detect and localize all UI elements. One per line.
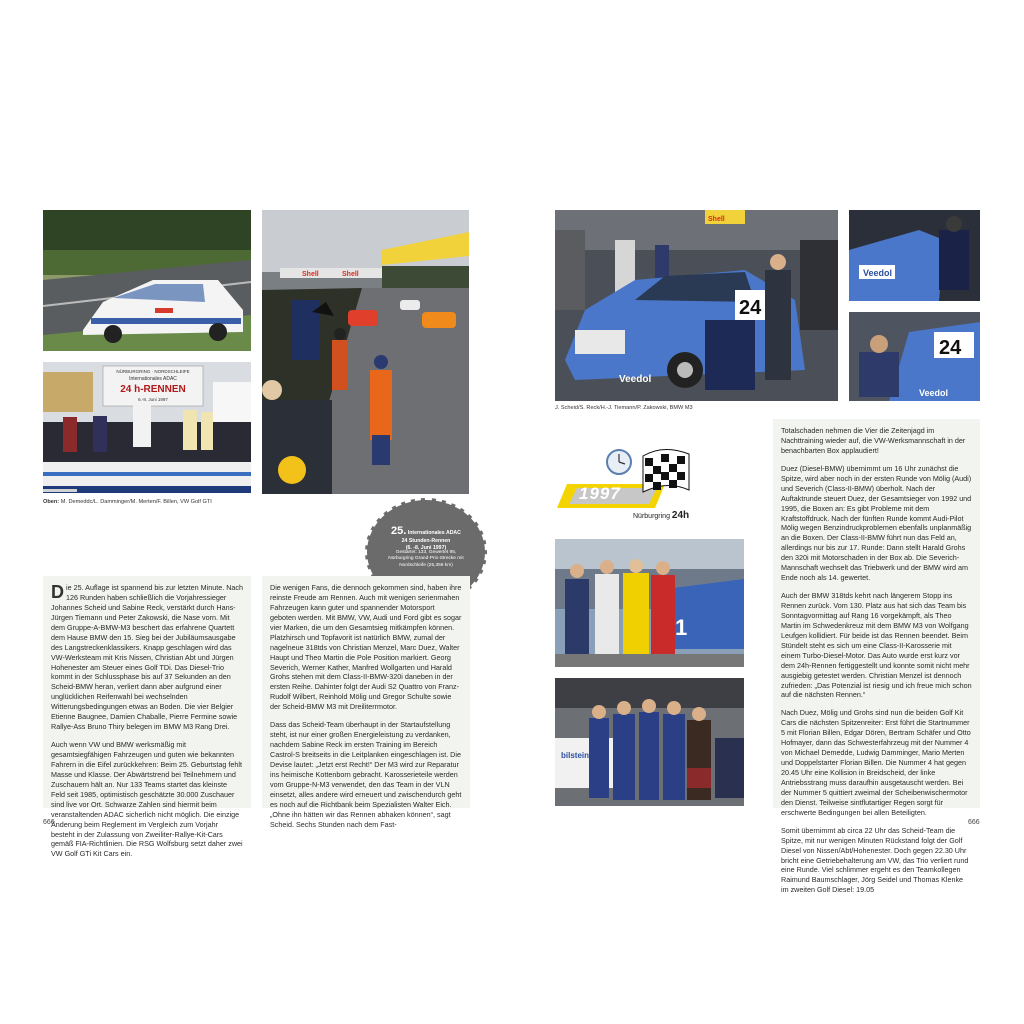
logo-place [633,510,689,521]
veedol-text: Veedol [619,374,652,385]
badge-line5: Nürburgring Grand-Prix-Strecke mit [388,556,464,562]
logo-year: 1997 [579,484,621,503]
car-number-small: 24 [939,337,962,359]
badge-title [367,524,485,552]
col1-paragraph-1 [51,583,243,732]
dropcap: D [51,582,64,602]
right-paragraph-4: Nach Duez, Mölig und Grohs sind nun die beiden Golf Kit Cars die nächsten Spitzenreiter: Erst führt die Startnummer 5 mit Florian Billen, Edgar Dören, Bertram Schäfer und Otto Hofmayer, dann das Schwesterfahrzeug mit der Nummer 4 von Michael Demedde, Ludwig Damminger, Mario Merten und Doppelstarter Florian Billen. Die Nummer 4 hat gegen 20.45 Uhr eine Kollision in Breidscheid, der linke Antriebsstrang muss daraufhin ausgetauscht werden. Bei der Nummer 5 quittiert zweimal der Scheibenwischermotor den Dienst. Teilweise sintflutartiger Regen sorgt für erschwerte Bedingungen bei allen Beteiligten. [781,708,971,817]
col1-paragraph-2: Auch wenn VW und BMW werksmäßig mit gesamtsiegfähigen Fahrzeugen und guten wie bekannten Fahrern in die Eifel zurückkehren: Beim 25. Geburtstag fehlt Masse und Klasse. Der Abwärtstrend bei Teilnehmern und Zuschauern hält an. Nur 133 Teams startet das kleinste Feld seit 1985, optimistisch geschätzte 30.000 Zuschauer sind live vor Ort. Schwarze Zahlen sind hiermit beim veranstaltenden ADAC sicherlich nicht möglich. Die einzige Änderung beim Reglement im Vergleich zum Vorjahr besteht in der Zulassung von Zweiliter-Rallye-Kit-Cars gemäß FIA-Richtlinien. Die RSG Wolfsburg setzt daher zwei VW Golf GTi Kit Cars ein. [51,740,243,859]
left-text-column-2 [262,576,470,829]
badge-line1: Internationales ADAC [407,530,461,536]
veedol-text-small-2: Veedol [919,388,949,398]
bilstein-text: bilstein [561,751,590,760]
col1-p1-text: ie 25. Auflage ist spannend bis zur letzten Minute. Nach 126 Runden haben schließlich die Vorjahressieger Johannes Scheid und Sabine Reck, verstärkt durch Hans-Jürgen Tiemann und Peter Zakowski, die Nase vorn. Mit dem Gruppe-A-BMW-M3 beschert das erfahrene Quartett dem Hause BMW den 15. Sieg bei der Jubiläumsausgabe des Langstreckenklassikers. Knapp geschlagen wird das VW-Werksteam mit Kris Nissen, Christian Abt und Jürgen Hohenester am Steuer eines Golf TDi. Das Diesel-Trio kommt in der Schlussphase bis auf 37 Sekunden an den Scheid-BMW heran, verliert dann aber aufgrund einer unglücklichen Reifenwahl bei wechselnden Witterungsbedingungen etwas an Boden. Die vier Belgier Etienne Baugnee, Damien Chaballe, Pierre Fermine sowie Rallye-Ass Bruno Thiry belegen im BMW M3 Rang Drei. [51,583,243,732]
car-number-1: 1 [675,615,688,640]
shell-banner-text-2: Shell [342,271,359,278]
logo-suffix: 24h [671,510,690,521]
caption-prefix: Oben: [43,499,60,505]
podium-sign-top: NÜRBURGRING · NORDSCHLEIFE [116,369,190,374]
shell-banner-text: Shell [302,271,319,278]
photo-bmw-pitstop [555,210,838,401]
logo-place-text: Nürburgring [633,513,670,520]
photo-drivers-group [555,539,744,667]
event-logo [555,440,715,525]
right-paragraph-3: Auch der BMW 318tds kehrt nach längerem Stopp ins Rennen zurück. Vom 130. Platz aus hat sich das Team bis Sonntagvormittag auf Rang 16 vorgekämpft, als Theo Martin im Schwedenkreuz mit dem BMW M3 von Wolfgang Leufgen kollidiert. Für beide ist das Rennen beendet. Beim Stündelt steht es sich um eine Class-II-Karosserie mit einem Turbo-Diesel-Motor. Das Auto wurde erst kurz vor dem 24h-Rennen fertiggestellt und konnte somit nicht mehr ausgiebig getestet werden. Christian Menzel ist dennoch zufrieden: „Das Potenzial ist riesig und ich freue mich schon auf die nächsten Rennen.“ [781,591,972,700]
badge-details [367,550,485,569]
badge-line3: (6. -8. Juni 1997) [405,545,447,552]
right-paragraph-1: Totalschaden nehmen die Vier die Zeitenjagd im Nachttraining wieder auf, die VW-Werksmannschaft in der benachbarten Box applaudiert! [781,426,966,455]
right-paragraph-2: Duez (Diesel-BMW) übernimmt um 16 Uhr zunächst die Spitze, wird aber noch in der ersten Runde von Mölig (Audi) und Severich (Class-II-BMW) überholt. Nach der Auftaktrunde steuert Duez, der Gesamtsieger von 1992 und 1995, die Boxen an: Es gibt Probleme mit dem Kraftstoffdruck. Nach der fünften Runde kommt Audi-Pilot Mölig wegen Benzindruckproblemen ebenfalls unplanmäßig an die Boxen. Der Class-II-BMW führt nun das Feld an, allerdings nur bis zur 17. Runde: Dann stellt Harald Grohs den 320i mit Motorschaden in der Box ab. Die Severich-Mannschaft wechselt das Triebwerk und der BMW wird am Ende noch als 14. gewertet. [781,463,972,583]
badge-line2: 24 Stunden-Rennen [401,538,451,545]
car-number-24: 24 [739,297,762,319]
podium-sign-date: 6.-8. Juni 1997 [138,397,168,402]
photo-bmw-detail-2 [849,312,980,401]
photo-podium [43,362,251,493]
photo-vw-golf-track [43,210,251,351]
col2-paragraph-2: Dass das Scheid-Team überhaupt in der Startaufstellung steht, ist nur einer großen Energieleistung zu verdanken, nachdem Sabine Reck im ersten Training im Bereich Castrol-S breitseits in die Leitplanken eingeschlagen ist. Die Devise lautet: „Jetzt erst Recht!“ Der M3 wird zur Reparatur ins heimische Kottenborn gebracht. Karosserieteile werden vom Gruppe-N-M3 verwendet, den das Team in der VLN einsetzt, alles andere wird erneuert und zwischendurch geht es noch auf die Richtbank beim Spezialisten Walter Eich. „Ohne ihn hätten wir das Rennen abhaken können“, sagt Scheid. Sechs Stunden nach dem Fast- [270,720,462,829]
badge-line6: Nordschleife (25,359 km) [399,562,453,568]
small-bar-1 [43,489,77,492]
podium-sign-big: 24 h-RENNEN [120,384,186,395]
left-page-number: 666 [43,819,55,826]
podium-sign-mid: Internationales ADAC [129,376,177,382]
shell-sign-text: Shell [708,216,725,223]
caption-text: M. Demeddc/L. Damminger/M. Merten/F. Billen, VW Golf GTI [59,499,212,505]
photo-team-bagpiper [555,678,744,806]
veedol-text-small: Veedol [863,268,893,278]
photo-finish-flag [262,210,469,494]
photo-bmw-detail-1 [849,210,980,301]
badge-number: 25. [391,525,407,537]
left-photo-caption [43,499,303,505]
right-paragraph-5: Somit übernimmt ab circa 22 Uhr das Scheid-Team die Spitze, mit nur wenigen Minuten Rückstand folgt der Golf Diesel von Nissen/Abt/Hohenester. Doch gegen 22.30 Uhr bricht eine Getriebehalterung am VW, das Trio verliert rund eine Runde. Viel schlimmer ergeht es den Teamkollegen Raimund Baumschlager, Jörg Seidel und Thomas Klenke im zweiten Golf Diesel: 19.05 [781,825,969,895]
right-page-number: 666 [968,819,980,826]
col2-paragraph-1: Die wenigen Fans, die dennoch gekommen sind, haben ihre reinste Freude am Rennen. Auch mit wenigen serienmahen Fahrzeugen kann guter und spannender Motorsport geboten werden. Mit BMW, VW, Audi und Ford gibt es sogar vier Marken, die um den Gesamtsieg mitkämpfen können. Platzhirsch und Topfavorit ist natürlich BMW, zumal der nagelneue 318tds von Christian Menzel, Marc Duez, Walter Haupt und Theo Martin die Pole Position markiert. Georg Severich, Werner Kather, Manfred Wollgarten und Harald Grohs stehen mit dem Class-II-BMW-320i daneben in der ersten Reihe. Dahinter folgt der Audi S2 Quattro von Franz-Rudolf Wilbert, Reinhold Mölig und Gregor Schulte sowie der Scheid-BMW M3 mit Dreiliterrmotor. [270,583,462,712]
badge-line4: Gestartet: 133, Gewertet 95, [395,550,457,555]
right-photo-caption: J. Scheid/S. Reck/H.-J. Tiemann/P. Zakowski, BMW M3 [555,405,693,411]
